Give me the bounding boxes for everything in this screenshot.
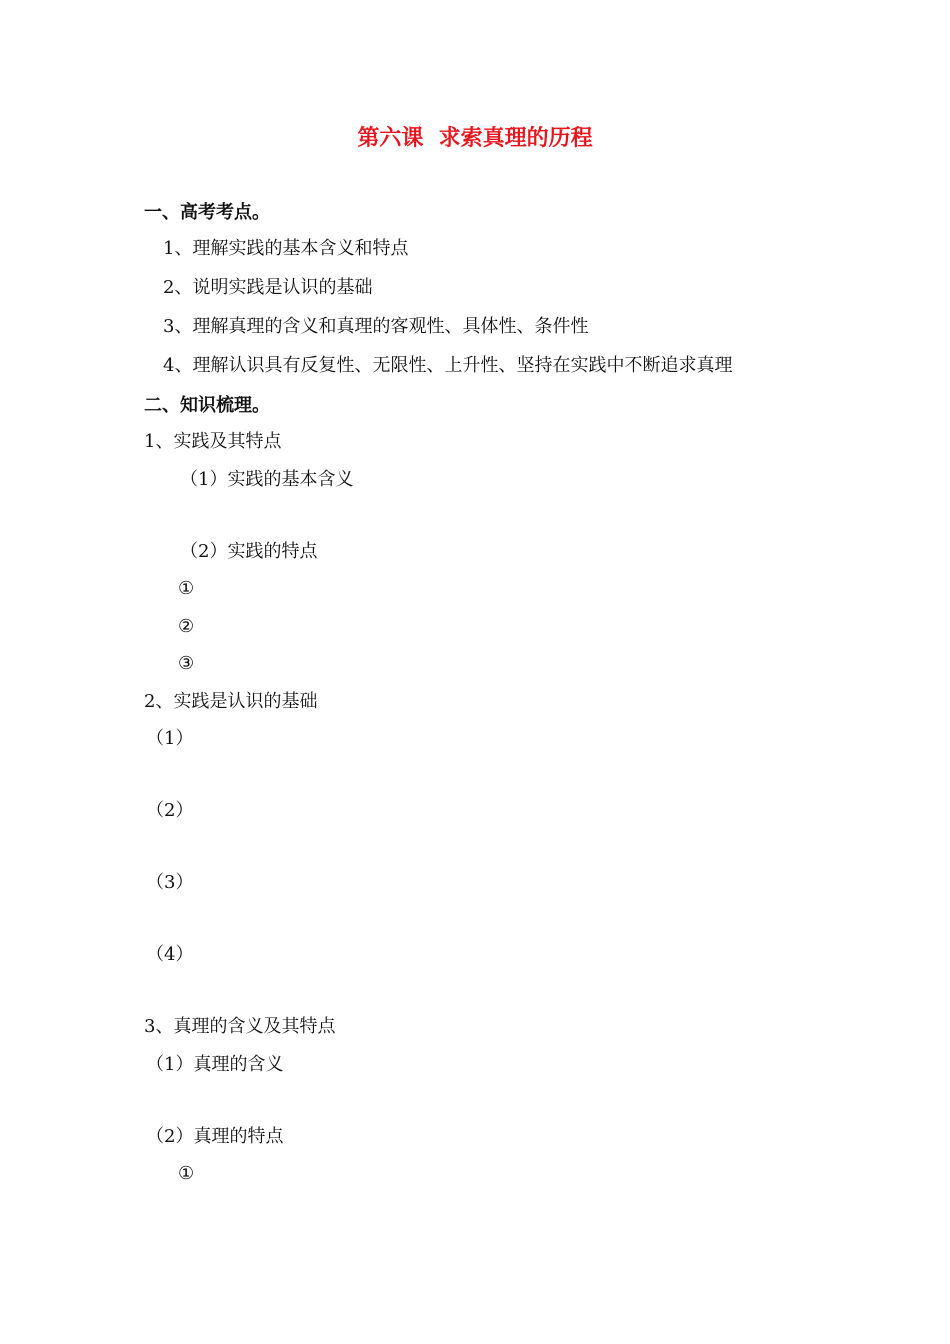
subtopic-label: （1）真理的含义 xyxy=(146,1054,284,1075)
exam-point-item: 2、说明实践是认识的基础 xyxy=(163,277,373,298)
section-heading-knowledge: 二、知识梳理。 xyxy=(144,395,270,416)
subtopic-label: （1）实践的基本含义 xyxy=(180,469,354,490)
numbered-blank: （2） xyxy=(146,800,194,821)
numbered-blank: （1） xyxy=(146,728,194,749)
exam-point-item: 4、理解认识具有反复性、无限性、上升性、坚持在实践中不断追求真理 xyxy=(163,355,733,376)
topic-heading: 2、实践是认识的基础 xyxy=(144,691,318,712)
circled-number: ③ xyxy=(178,653,195,674)
exam-point-item: 3、理解真理的含义和真理的客观性、具体性、条件性 xyxy=(163,316,589,337)
lesson-title: 第六课 求索真理的历程 xyxy=(357,125,593,151)
topic-heading: 3、真理的含义及其特点 xyxy=(144,1016,336,1037)
circled-number: ② xyxy=(178,616,195,637)
subtopic-label: （2）实践的特点 xyxy=(180,541,318,562)
exam-point-item: 1、理解实践的基本含义和特点 xyxy=(163,238,409,259)
section-heading-exam-points: 一、高考考点。 xyxy=(144,202,270,223)
numbered-blank: （3） xyxy=(146,872,194,893)
topic-heading: 1、实践及其特点 xyxy=(144,431,282,452)
circled-number: ① xyxy=(178,1163,195,1184)
subtopic-label: （2）真理的特点 xyxy=(146,1126,284,1147)
numbered-blank: （4） xyxy=(146,944,194,965)
circled-number: ① xyxy=(178,578,195,599)
